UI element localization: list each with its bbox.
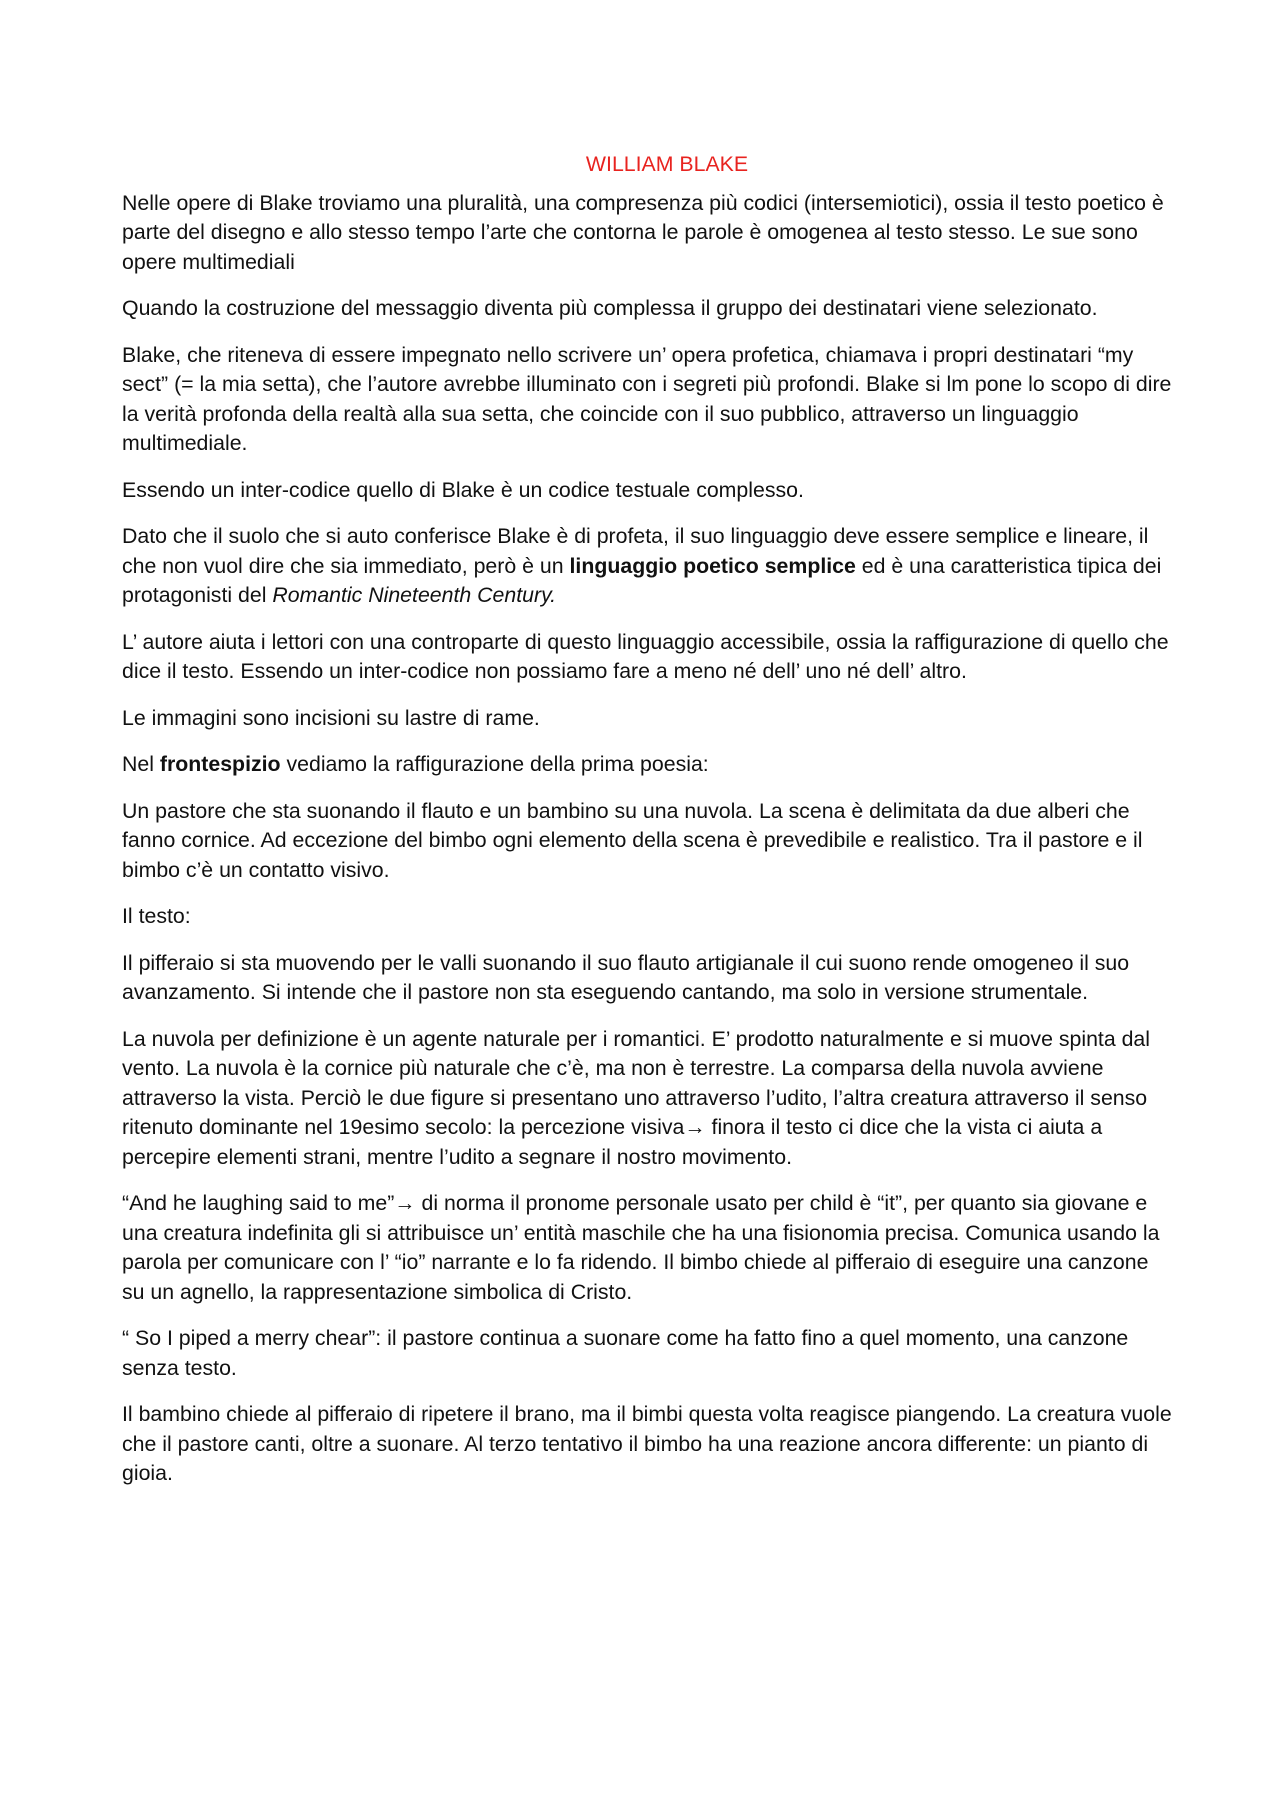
paragraph: Quando la costruzione del messaggio diventa più complessa il gruppo dei destinatari viene selezionato. (122, 296, 1098, 320)
paragraph: Il bambino chiede al pifferaio di ripetere il brano, ma il bimbi questa volta reagisce piangendo. La creatura vuole che il pastore canti, oltre a suonare. Al terzo tentativo il bimbo ha una reazione ancora differente: un pianto di gioia. (122, 1402, 1172, 1485)
paragraph (122, 522, 1172, 611)
document-title: WILLIAM BLAKE (585, 152, 749, 176)
paragraph: La nuvola per definizione è un agente naturale per i romantici. E’ prodotto naturalmente e si muove spinta dal vento. La nuvola è la cornice più naturale che c’è, ma non è terrestre. La comparsa della nuvola avviene attraverso la vista. Perciò le due figure si presentano uno attraverso l’udito, l’altra creatura attraverso il senso ritenuto dominante nel 19esimo secolo: la percezione visiva→ finora il testo ci dice che la vista ci aiuta a percepire elementi strani, mentre l’udito a segnare il nostro movimento. (122, 1026, 1151, 1169)
paragraph: “And he laughing said to me”→ di norma il pronome personale usato per child è “it”, per quanto sia giovane e una creatura indefinita gli si attribuisce un’ entità maschile che ha una fisionomia precisa. Comunica usando la parola per comunicare con l’ “io” narrante e lo fa ridendo. Il bimbo chiede al pifferaio di eseguire una canzone su un agnello, la rappresentazione simbolica di Cristo. (122, 1191, 1160, 1304)
paragraph: Il pifferaio si sta muovendo per le valli suonando il suo flauto artigianale il cui suono rende omogeneo il suo avanzamento. Si intende che il pastore non sta eseguendo cantando, ma solo in versione strumentale. (122, 950, 1130, 1004)
paragraph: Blake, che riteneva di essere impegnato nello scrivere un’ opera profetica, chiamava i propri destinatari “my sect” (= la mia setta), che l’autore avrebbe illuminato con i segreti più profondi. Blake si lm pone lo scopo di dire la verità profonda della realtà alla sua setta, che coincide con il suo pubblico, attraverso un linguaggio multimediale. (122, 342, 1172, 455)
paragraph-text: ed è una caratteristica tipica dei protagonisti del (122, 553, 1162, 607)
italic-phrase: Romantic Nineteenth Century. (272, 583, 557, 607)
paragraph-text: Nel (122, 752, 160, 776)
paragraph: Essendo un inter-codice quello di Blake è un codice testuale complesso. (122, 477, 804, 502)
paragraph: “ So I piped a merry chear”: il pastore continua a suonare come ha fatto fino a quel momento, una canzone senza testo. (122, 1326, 1129, 1380)
document-body (122, 150, 1172, 1506)
paragraph: Un pastore che sta suonando il flauto e un bambino su una nuvola. La scena è delimitata da due alberi che fanno cornice. Ad eccezione del bimbo ogni elemento della scena è prevedibile e realistico. Tra il pastore e il bimbo c’è un contatto visivo. (122, 798, 1143, 882)
paragraph: Nelle opere di Blake troviamo una pluralità, una compresenza più codici (intersemiotici), ossia il testo poetico è parte del disegno e allo stesso tempo l’arte che contorna le parole è omogenea al testo stesso. Le sue sono opere multimediali (122, 190, 1164, 274)
paragraph-text: Dato che il suolo che si auto conferisce Blake è di profeta, il suo linguaggio deve essere semplice e lineare, il che non vuol dire che sia immediato, però è un (122, 524, 1149, 578)
bold-phrase: linguaggio poetico semplice (569, 553, 856, 578)
paragraph: Il testo: (122, 904, 191, 928)
paragraph: L’ autore aiuta i lettori con una controparte di questo linguaggio accessibile, ossia la raffigurazione di quello che dice il testo. Essendo un inter-codice non possiamo fare a meno né dell’ uno né dell’ altro. (122, 629, 1169, 683)
paragraph (122, 750, 1172, 780)
bold-phrase: frontespizio (159, 752, 281, 776)
paragraph: Le immagini sono incisioni su lastre di rame. (122, 705, 540, 730)
paragraph-text: vediamo la raffigurazione della prima poesia: (280, 752, 709, 776)
